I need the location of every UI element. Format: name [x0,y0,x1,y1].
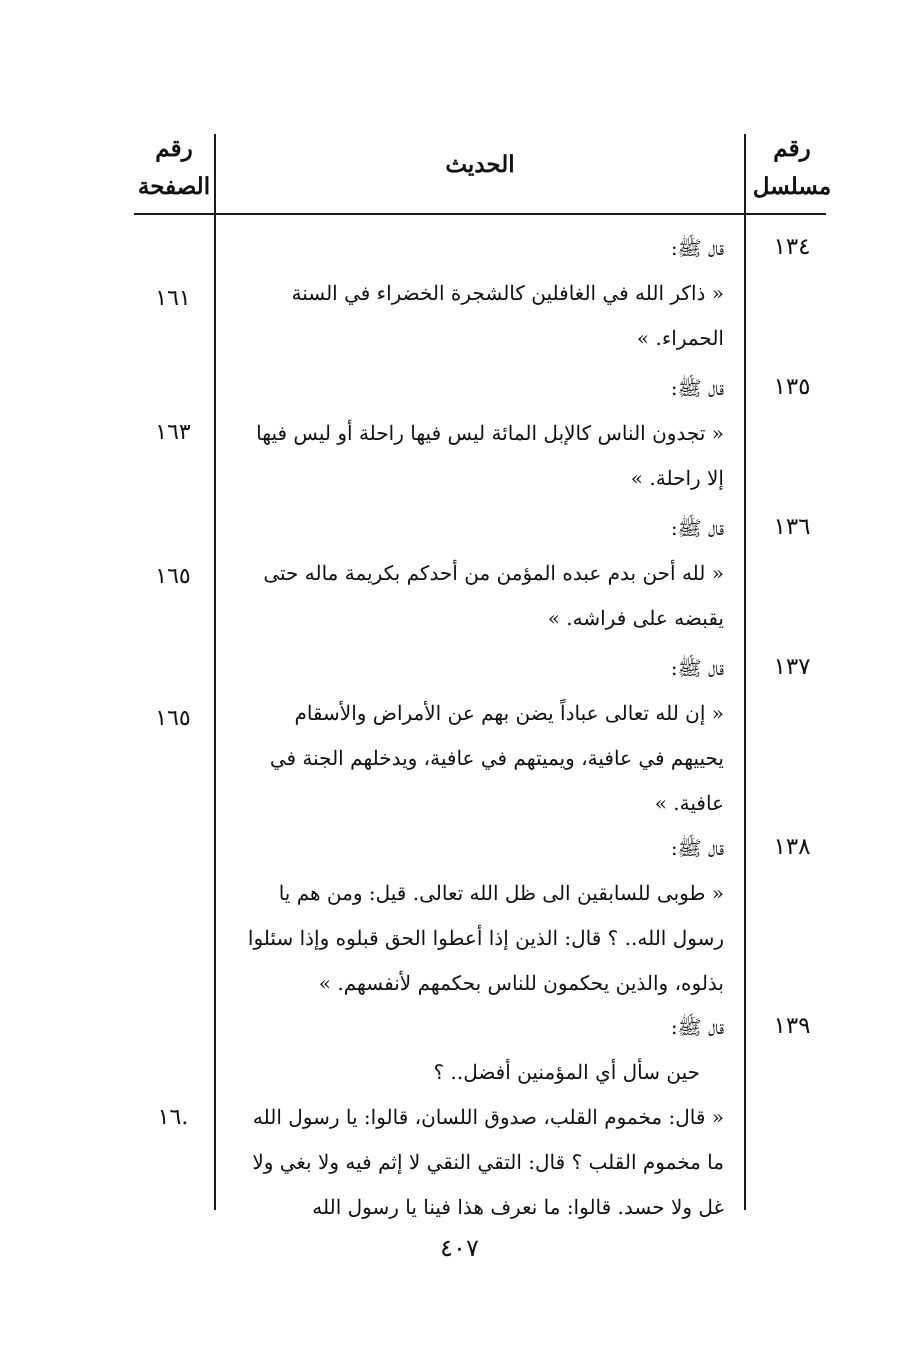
serial-number: ١٣٧ [773,654,811,680]
hadith-line: « تجدون الناس كالإبل المائة ليس فيها راحلة أو ليس فيها [256,421,724,445]
hadith-line: يحييهم في عافية، ويميتهم في عافية، ويدخلهم الجنة في [269,746,724,770]
header-hadith [216,146,744,184]
header-hadith-label: الحديث [445,151,515,178]
serial-number: ١٣٦ [773,514,811,540]
hadith-line: « طوبى للسابقين الى ظل الله تعالى. قيل: ومن هم يا [278,881,724,905]
page-number: ٤٠٧ [440,1234,479,1262]
hadith-text [230,1005,724,1230]
hadith-line: قال ﷺ: [670,376,724,400]
hadith-line: « إن لله تعالى عباداً يضن بهم عن الأمراض والأسقام [294,701,724,725]
header-divider [134,213,826,215]
column-divider-right [744,134,746,1210]
hadith-text [230,826,724,1006]
hadith-line: إلا راحلة. » [630,466,724,490]
header-page-line2: الصفحة [137,173,211,200]
page-reference: ١٦٥ [155,706,191,731]
hadith-line: قال ﷺ: [670,236,724,260]
hadith-line: قال ﷺ: [670,1015,724,1039]
page-reference: ١٦٥ [155,564,191,589]
hadith-line: « ذاكر الله في الغافلين كالشجرة الخضراء في السنة [291,281,724,305]
serial-number: ١٣٥ [773,374,811,400]
hadith-text [230,366,724,501]
header-serial-line2: مسلسل [752,173,832,200]
hadith-line: عافية. » [654,791,724,815]
column-divider-left [214,134,216,1210]
hadith-line: الحمراء. » [636,326,724,350]
serial-number: ١٣٤ [773,234,811,260]
page-reference: ١٦١ [155,286,191,311]
header-serial-line1: رقم [773,135,811,162]
header-page [134,130,214,206]
hadith-line: « لله أحن بدم عبده المؤمن من أحدكم بكريمة ماله حتى [263,561,724,585]
header-page-line1: رقم [155,135,193,162]
hadith-line: قال ﷺ: [670,656,724,680]
serial-number: ١٣٩ [773,1013,811,1039]
hadith-line: ما مخموم القلب ؟ قال: التقي النقي لا إثم فيه ولا بغي ولا [252,1150,724,1174]
hadith-line: غل ولا حسد. قالوا: ما نعرف هذا فينا يا رسول الله [312,1195,724,1219]
serial-number: ١٣٨ [773,834,811,860]
page-reference: ١٦٣ [155,420,191,445]
hadith-line: يقبضه على فراشه. » [547,606,724,630]
page-reference: ١٦. [157,1105,189,1130]
hadith-text [230,226,724,361]
header-serial [752,130,832,206]
hadith-text [230,506,724,641]
hadith-text [230,646,724,826]
hadith-line: قال ﷺ: [670,516,724,540]
hadith-line: بذلوه، والذين يحكمون للناس بحكمهم لأنفسهم. » [318,971,724,995]
hadith-line: قال ﷺ: [670,836,724,860]
hadith-line: « قال: مخموم القلب، صدوق اللسان، قالوا: يا رسول الله [252,1105,724,1129]
hadith-line: حين سأل أي المؤمنين أفضل.. ؟ [433,1060,700,1084]
hadith-line: رسول الله.. ؟ قال: الذين إذا أعطوا الحق قبلوه وإذا سئلوا [247,926,724,950]
